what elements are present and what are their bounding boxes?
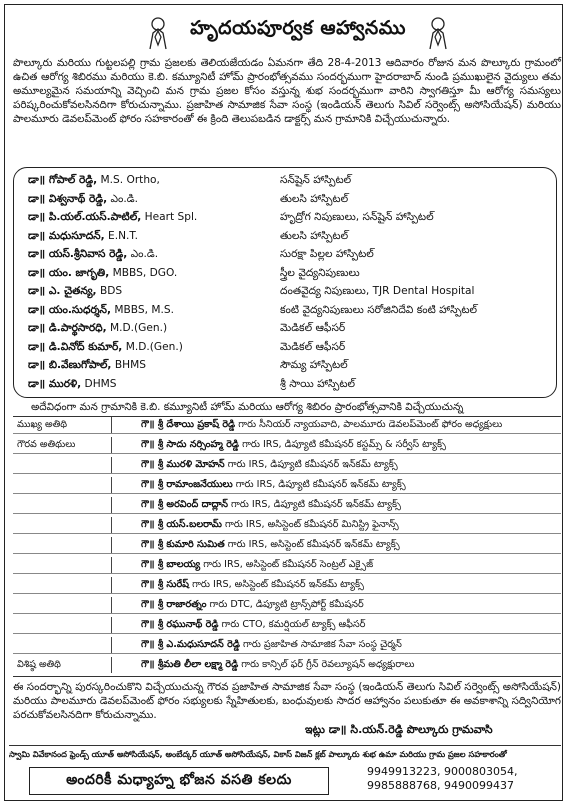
doctor-row [28,304,548,322]
phone-line: 9985888768, 9490099437 [367,779,514,792]
doctor-degree: DHMS [84,377,117,390]
guest-detail: గారు IRS, అసిస్టెంట్ కమీషనర్ సెంట్రల్ ఎక్సైజ్ [203,559,374,570]
guest-name: గౌ॥ శ్రీ అరవింద్ దాద్లాన్ [141,499,228,510]
guest-name: గౌ॥ శ్రీ యస్.బలరామ్ [141,519,222,530]
guest-detail: గారు CTO, కమర్షియల్ ట్యాక్స్ ఆఫీసర్ [221,619,366,630]
closing-line: అదేవిధంగా మన గ్రామానికి కె.బి. కమ్యూనిటీ హోమ్ మరియు ఆరోగ్య శిబిరం ప్రారంభోత్సవానికి విచ్చేయుచున్న [31,401,464,413]
signature-line: ఇట్లు డా॥ సి.యన్.రెడ్డి పొల్కూరు గ్రామవాసి [305,723,493,736]
doctor-name: డా॥ మురళి, [28,377,82,390]
guests-table [13,416,561,677]
doctor-hospital: సన్‌షైన్ హాస్పిటల్ [280,174,352,186]
doctor-degree: MBBS, DGO. [112,266,178,279]
doctor-name: డా॥ పి.యల్.యస్.పాటిల్, [28,211,142,223]
guest-row [13,597,561,614]
doctor-degree: M.D.(Gen.) [125,340,183,353]
guest-role: గౌరవ అతిథులు [17,439,76,450]
guest-role: ముఖ్య అతిథి [17,419,68,430]
doctor-hospital: తులసి హాస్పిటల్ [280,192,349,205]
doctor-row [28,285,548,303]
guest-row [13,417,561,434]
doctor-name: డా॥ విశ్వనాథ్ రెడ్డి, [28,192,108,205]
doctor-row [28,211,548,229]
guest-name: గౌ॥ శ్రీ మురళి మోహన్ [141,459,225,470]
title-row [5,13,562,53]
doctor-degree: M.S. Ortho, [100,174,160,186]
guest-detail: గారు IRS, అసిస్టెంట్ కమీషనర్ మినిస్ట్రి ఫైనాన్స్ [225,519,399,530]
doctor-degree: E.N.T. [108,229,138,242]
doctor-row [28,359,548,377]
prayer-hands-icon [421,15,455,51]
doctor-hospital: శ్రీ సాయి హాస్పిటల్ [280,377,356,390]
guest-detail: గారు IRS, డిప్యూటి కమీషనర్ ఇన్‌కమ్ ట్యాక్స్ [227,459,398,470]
doctor-row [28,341,548,359]
doctor-name: డా॥ మధుసూదన్, [28,229,105,242]
guest-name: గౌ॥ శ్రీ కుమారి సుమిత [141,539,225,550]
doctor-degree: MBBS, M.S. [114,303,174,316]
guest-name: గౌ॥ శ్రీ సురేష్ [141,579,190,590]
doctor-hospital: తులసి హాస్పిటల్ [280,229,349,242]
guest-detail: గారు IRS, అసిస్టెంట్ కమీషనర్ ఇన్‌కమ్ ట్యాక్స్ [192,579,364,590]
guest-row [13,477,561,494]
guest-detail: గారు IRS, అసిస్టెంట్ కమీషనర్ ఇన్‌కమ్ ట్యాక్స్ [227,539,400,550]
doctor-row [28,174,548,192]
doctor-row [28,193,548,211]
thanks-paragraph: ఈ సందర్భాన్ని పురస్కరించుకొని విచ్చేయుచున్న గౌరవ ప్రజాహిత సామాజిక సేవా సంస్థ (ఇండియన్ తెలుగు సివిల్ సర్వెంట్స్ అసోసియేషన్) మరియు పాలమూరు డెవలప్‌మెంట్ ఫోరం సభ్యులకు స్నేహితులకు, బంధువులకు సాదర ఆహ్వానం పలుకుతూ ఈ అవకాశాన్ని సద్వినియోగ పరచుకోవలసినదిగా కోరుచున్నాము. [13,681,561,721]
doctor-name: డా॥ ఎ. చైతన్య, [28,285,97,297]
organisers-line: స్వామి వివేకానంద ఫ్రెండ్స్ యూత్ అసోసియేషన్, అంబేద్కర్ యూత్ అసోసియేషన్, వికాస్ విజన్ క్లబ్ పాల్కూరు శుభ ఉమా మరియు గ్రామ ప్రజల సహకారంతో [9,745,561,761]
doctor-hospital: మెడికల్ ఆఫీసర్ [280,340,346,353]
guest-row [13,497,561,514]
guest-row [13,457,561,474]
guest-row [13,657,561,674]
intro-paragraph: పొల్కూరు మరియు గుట్టలపల్లి గ్రామ ప్రజలకు తెలియజేయడం ఏమనగా తేది 28-4-2013 ఆదివారం రోజున మన పొల్కూరు గ్రామంలో ఉచిత ఆరోగ్య శిబిరము మరియు కె.బి. కమ్యూనిటీ హోమ్ ప్రారంభోత్సవము సందర్భముగా హైదరాబాద్ నుండి ప్రముఖులైన వైద్యులు తమ అమూల్యమైన సమయాన్ని వెచ్చించి మన గ్రామ ప్రజల కోసం వస్తున్న శుభ సందర్భముగా వారిని స్వాగతిస్తూ మీ ఆరోగ్య సమస్యలు పరిష్కరించుకోవలసినదిగా కోరుచున్నాము. ప్రజాహిత సామాజిక సేవా సంస్థ (ఇండియన్ తెలుగు సివిల్ సర్వెంట్స్ అసోసియేషన్) మరియు పాలమూరు డెవలప్‌మెంట్ ఫోరం సహకారంతో ఈ క్రింది తెలుపబడిన డాక్టర్స్ మన గ్రామానికి విచ్చేయుచున్నారు. [13,57,561,125]
guest-name: గౌ॥ శ్రీ ఎ.మధుసూదన్ రెడ్డి [141,639,240,650]
guest-row [13,517,561,534]
guest-name: గౌ॥ శ్రీ దేశాయి ప్రకాష్ రెడ్డి [141,419,236,430]
doctor-row [28,230,548,248]
guest-name: గౌ॥ శ్రీ రఘునాథ్ రెడ్డి [141,619,219,630]
phone-line: 9949913223, 9000803054, [367,765,518,778]
doctor-name: డా॥ గోపాల్ రెడ్డి, [28,174,98,186]
doctor-name: డా॥ యం.సుధర్శన్, [28,303,112,316]
guest-detail: గారు IRS, డిప్యూటి కమీషనర్ ఇన్‌కమ్ ట్యాక్స్ [235,479,406,490]
doctor-degree: BDS [99,285,123,297]
doctor-name: డా॥ డి.వినోద్ కుమార్, [28,340,123,353]
doctor-hospital: సౌమ్య హాస్పిటల్ [280,359,348,371]
guest-name: గౌ॥ శ్రీమతి లీలా లక్ష్మా రెడ్డి [141,659,239,670]
doctor-name: డా॥ బి.వేణుగోపాల్, [28,359,112,371]
doctors-box [13,167,557,398]
doctor-degree: ఎం.డి. [110,192,138,205]
guest-detail: గారు IRS, డిప్యూటి కమీషనర్ ఇన్‌కమ్ ట్యాక్స్ [231,499,401,510]
guest-detail: గారు కాన్సిల్ ఫర్ గ్రీన్ రెవల్యూషన్ అధ్యక్షురాలు [241,659,415,670]
guest-detail: గారు ప్రజాహిత సామాజిక సేవా సంస్థ చైర్మన్ [243,639,402,650]
guest-detail: గారు DTC, డిప్యూటి ట్రాన్స్‌పోర్ట్ కమీషనర్ [209,599,364,610]
doctor-degree: ఎం.డి. [130,248,159,260]
invitation-page [4,4,563,801]
doctor-hospital: స్త్రీల వైద్యనిపుణులు [280,266,360,279]
doctor-degree: M.D.(Gen.) [110,322,168,334]
doctor-hospital: దంతవైద్య నిపుణులు, TJR Dental Hospital [280,285,475,297]
doctor-name: డా॥ డి.పార్థసారధి, [28,322,107,334]
guest-name: గౌ॥ శ్రీ సాదు నర్సింహ్మ రెడ్డి [141,439,239,450]
doctor-row [28,248,548,266]
guest-role: విశిష్ఠ అతిథి [17,659,61,670]
guest-row [13,557,561,574]
guest-detail: గారు IRS, డిప్యూటి కమీషనర్ కస్టమ్స్ & సర్వీస్ ట్యాక్స్ [242,439,446,450]
guest-row [13,617,561,634]
guest-row [13,437,561,454]
lunch-notice: అందరికీ మధ్యాహ్న భోజన వసతి కలదు [29,767,329,795]
doctor-degree: BHMS [114,359,146,371]
doctor-hospital: కంటి వైద్యనిపుణులు సరోజినిదేవి కంటి హాస్పిటల్ [280,303,478,316]
guest-detail: గారు సీనియర్ న్యాయవాది, పాలమూరు డెవలప్‌మెంట్ ఫోరం అధ్యక్షులు [238,419,503,430]
doctor-row [28,378,548,396]
doctor-hospital: హృద్రోగ నిపుణులు, సన్‌షైన్ హాస్పిటల్ [280,211,434,223]
guest-row [13,537,561,554]
doctor-hospital: సురక్షా పిల్లల హాస్పిటల్ [280,248,374,260]
doctor-name: డా॥ యం. జాగృతి, [28,266,110,279]
doctor-row [28,322,548,340]
guest-name: గౌ॥ శ్రీ రాజారత్నం [141,599,207,610]
doctor-row [28,267,548,285]
doctor-hospital: మెడికల్ ఆఫీసర్ [280,322,346,334]
guest-row [13,577,561,594]
guest-name: గౌ॥ శ్రీ రామాంజనేయులు [141,479,233,490]
prayer-hands-icon [141,15,175,51]
guest-row [13,637,561,654]
page-title: హృదయపూర్వక ఆహ్వానము [190,17,406,39]
guest-name: గౌ॥ శ్రీ బాలయ్య [141,559,201,570]
contact-phones [367,765,557,793]
doctor-name: డా॥ యస్.శ్రీనివాస రెడ్డి, [28,248,128,260]
doctor-degree: Heart Spl. [144,211,198,223]
